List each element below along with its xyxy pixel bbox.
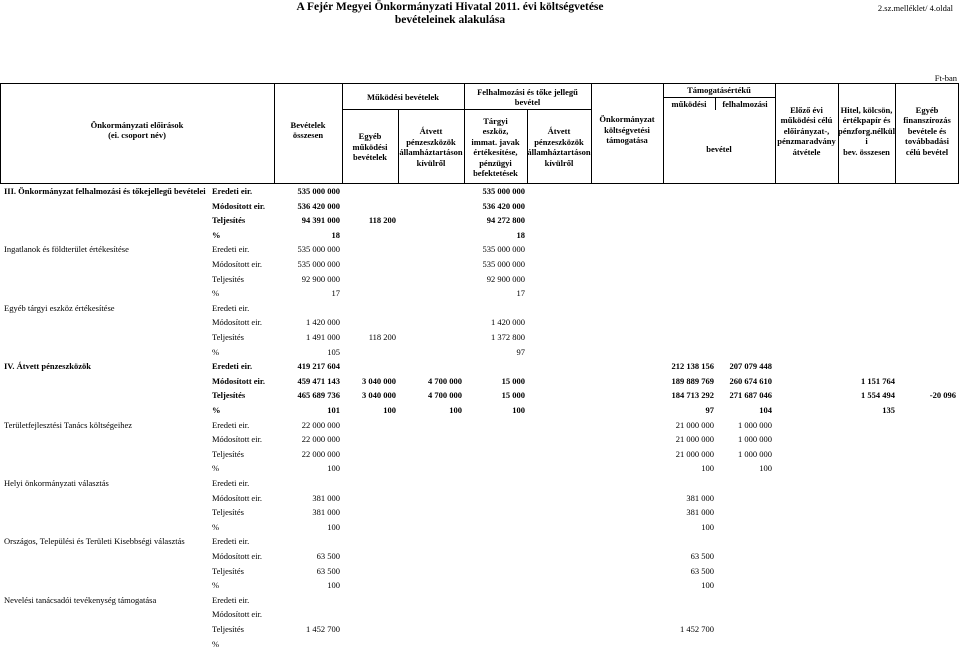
cell-total: 22 000 000 — [301, 448, 340, 459]
cell-capital-sale: 1 372 800 — [491, 332, 525, 342]
table-row — [0, 593, 959, 608]
table-row — [0, 213, 959, 228]
row-type: Teljesítés — [212, 332, 244, 342]
cell-total: 22 000 000 — [301, 434, 340, 445]
table-row — [0, 272, 959, 287]
cell-total: 381 000 — [312, 507, 340, 518]
cell-support-capital: 260 674 610 — [729, 375, 772, 386]
table-row — [0, 374, 959, 389]
cell-total: 1 420 000 — [306, 317, 340, 328]
cell-support-operating: 189 889 769 — [671, 375, 714, 386]
col-other-financing-header: Egyéb finanszírozás bevétele és továbbadási célú bevétel — [903, 104, 951, 157]
table-row — [0, 476, 959, 491]
row-type: % — [212, 405, 221, 415]
col-gov-support-header: Önkormányzat költségvetési támogatása — [599, 114, 655, 146]
table-row — [0, 388, 959, 403]
cell-support-operating: 100 — [701, 521, 714, 532]
cell-other-financing: 1 554 494 — [861, 390, 895, 401]
row-type: Módosított eir. — [212, 492, 263, 503]
row-type: Teljesítés — [212, 273, 244, 284]
table-row — [0, 534, 959, 549]
cell-total: 101 — [327, 405, 340, 415]
cell-total: 535 000 000 — [297, 259, 340, 269]
cell-support-operating: 21 000 000 — [675, 448, 714, 459]
row-name: IV. Átvett pénzeszközök — [4, 361, 91, 372]
row-type: Teljesítés — [212, 507, 244, 518]
cell-operating-other: 3 040 000 — [362, 375, 396, 386]
cell-extra: -20 096 — [929, 390, 956, 401]
col-support-operating-header: működési — [671, 98, 707, 109]
table-row — [0, 549, 959, 564]
cell-total: 465 689 736 — [297, 390, 340, 401]
cell-capital-sale: 536 420 000 — [482, 200, 525, 211]
row-name: Helyi önkormányzati választás — [4, 478, 109, 488]
row-type: % — [212, 346, 220, 357]
cell-capital-sale: 535 000 000 — [482, 244, 525, 255]
table-row — [0, 184, 959, 199]
row-name: III. Önkormányzat felhalmozási és tőkejellegű bevételei — [4, 186, 206, 196]
col-support-revenue-header: bevétel — [706, 143, 732, 154]
cell-support-operating: 100 — [701, 580, 714, 591]
cell-total: 535 000 000 — [297, 186, 340, 196]
table-row — [0, 199, 959, 214]
row-type: Eredeti eir. — [212, 594, 250, 605]
cell-other-financing: 1 151 764 — [861, 375, 895, 386]
unit-label: Ft-ban — [934, 73, 957, 83]
table-row — [0, 637, 959, 652]
col-operating-group-header: Működési bevételek — [366, 91, 439, 102]
row-type: % — [212, 229, 221, 240]
cell-capital-sale: 15 000 — [501, 375, 525, 386]
col-operating-transfer-header: Átvett pénzeszközök államháztartáson kívülről — [399, 126, 463, 168]
cell-capital-sale: 92 900 000 — [486, 273, 525, 284]
table-row — [0, 578, 959, 593]
row-type: Módosított eir. — [212, 259, 263, 269]
table-row — [0, 345, 959, 360]
row-name: Nevelési tanácsadói tevékenység támogatása — [4, 594, 157, 605]
cell-total: 459 471 143 — [297, 375, 340, 386]
row-type: Teljesítés — [212, 565, 244, 576]
cell-support-capital: 1 000 000 — [738, 419, 772, 430]
table-row — [0, 286, 959, 301]
cell-capital-sale: 94 272 800 — [486, 215, 525, 226]
cell-support-operating: 212 138 156 — [671, 361, 714, 372]
row-type: Módosított eir. — [212, 609, 263, 620]
table-row — [0, 359, 959, 374]
col-total-header: Bevételek összesen — [290, 119, 326, 140]
cell-total: 92 900 000 — [301, 273, 340, 284]
table-row — [0, 330, 959, 345]
cell-support-capital: 271 687 046 — [729, 390, 772, 401]
cell-capital-sale: 535 000 000 — [482, 259, 525, 269]
title-line-1: A Fejér Megyei Önkormányzati Hivatal 2011. évi költségvetése — [296, 1, 604, 13]
row-type: % — [212, 580, 220, 591]
table-row — [0, 257, 959, 272]
col-capital-transfer-header: Átvett pénzeszközök államháztartáson kívülről — [527, 126, 591, 168]
row-type: Eredeti eir. — [212, 536, 250, 547]
row-type: Teljesítés — [212, 215, 246, 226]
cell-total: 536 420 000 — [297, 200, 340, 211]
cell-operating-other: 3 040 000 — [362, 390, 396, 401]
col-capital-group-header: Felhalmozási és tőke jellegű bevétel — [477, 86, 578, 107]
cell-support-capital: 100 — [759, 463, 772, 474]
table-row — [0, 242, 959, 257]
row-type: Eredeti eir. — [212, 478, 250, 488]
cell-operating-other: 100 — [383, 405, 396, 415]
table-row — [0, 418, 959, 433]
cell-total: 100 — [327, 463, 340, 474]
row-type: % — [212, 521, 220, 532]
cell-total: 419 217 604 — [297, 361, 340, 372]
col-loans-header: Hitel, kölcsön, értékpapír és pénzforg.nélkül i bev. összesen — [838, 104, 895, 157]
cell-support-operating: 1 452 700 — [680, 624, 714, 634]
table-row — [0, 505, 959, 520]
row-type: Teljesítés — [212, 390, 246, 401]
cell-operating-other: 118 200 — [368, 332, 396, 342]
annex-label: 2.sz.melléklet/ 4.oldal — [877, 3, 953, 13]
table-row — [0, 491, 959, 506]
cell-support-operating: 63 500 — [690, 565, 714, 576]
row-type: % — [212, 638, 220, 649]
cell-total: 535 000 000 — [297, 244, 340, 255]
col-capital-sale-header: Tárgyi eszköz, immat. javak értékesítése, pénzügyi befektetések — [471, 115, 520, 178]
cell-total: 100 — [327, 521, 340, 532]
cell-total: 18 — [331, 229, 340, 240]
cell-total: 63 500 — [316, 551, 340, 561]
cell-support-capital: 104 — [759, 405, 772, 415]
cell-capital-sale: 18 — [516, 229, 525, 240]
cell-support-operating: 63 500 — [690, 551, 714, 561]
row-type: Módosított eir. — [212, 200, 266, 211]
cell-total: 1 491 000 — [306, 332, 340, 342]
table-row — [0, 564, 959, 579]
cell-capital-sale: 100 — [512, 405, 525, 415]
cell-support-operating: 184 713 292 — [671, 390, 714, 401]
row-type: Eredeti eir. — [212, 419, 250, 430]
cell-capital-sale: 15 000 — [501, 390, 525, 401]
col-support-capital-header: felhalmozási — [722, 98, 768, 109]
cell-operating-other: 118 200 — [368, 215, 396, 226]
col-support-group-header: Támogatásértékű — [687, 85, 751, 96]
cell-support-capital: 1 000 000 — [738, 434, 772, 445]
row-type: Eredeti eir. — [212, 244, 250, 255]
cell-total: 22 000 000 — [301, 419, 340, 430]
cell-total: 94 391 000 — [301, 215, 340, 226]
cell-total: 105 — [327, 346, 340, 357]
row-type: Módosított eir. — [212, 551, 263, 561]
col-operating-other-header: Egyéb működési bevételek — [352, 131, 388, 163]
cell-capital-sale: 97 — [516, 346, 525, 357]
cell-total: 100 — [327, 580, 340, 591]
row-name: Területfejlesztési Tanács költségeihez — [4, 419, 132, 430]
table-row — [0, 607, 959, 622]
row-name: Országos, Települési és Területi Kisebbségi választás — [4, 536, 185, 547]
table-row — [0, 403, 959, 418]
cell-total: 17 — [331, 288, 340, 299]
table-row — [0, 301, 959, 316]
cell-operating-transfer: 100 — [449, 405, 462, 415]
cell-support-capital: 1 000 000 — [738, 448, 772, 459]
cell-total: 1 452 700 — [306, 624, 340, 634]
cell-support-operating: 100 — [701, 463, 714, 474]
table-row — [0, 447, 959, 462]
table-row — [0, 432, 959, 447]
cell-capital-sale: 535 000 000 — [482, 186, 525, 196]
row-type: Módosított eir. — [212, 317, 263, 328]
cell-support-operating: 381 000 — [686, 492, 714, 503]
row-type: Módosított eir. — [212, 375, 266, 386]
row-type: Eredeti eir. — [212, 361, 253, 372]
row-type: Eredeti eir. — [212, 302, 250, 313]
table-row — [0, 622, 959, 637]
cell-support-operating: 97 — [705, 405, 714, 415]
table-row — [0, 520, 959, 535]
page-title — [0, 1, 900, 27]
cell-other-financing: 135 — [882, 405, 895, 415]
row-name: Ingatlanok és földterület értékesítése — [4, 244, 129, 255]
row-type: Teljesítés — [212, 624, 244, 634]
cell-support-operating: 21 000 000 — [675, 434, 714, 445]
cell-capital-sale: 17 — [516, 288, 525, 299]
col-prev-year-header: Előző évi működési célú előirányzat-, pénzmaradvány átvétele — [777, 104, 836, 157]
cell-support-operating: 381 000 — [686, 507, 714, 518]
cell-total: 63 500 — [316, 565, 340, 576]
cell-support-operating: 21 000 000 — [675, 419, 714, 430]
cell-total: 381 000 — [312, 492, 340, 503]
cell-capital-sale: 1 420 000 — [491, 317, 525, 328]
row-type: % — [212, 463, 220, 474]
row-type: Eredeti eir. — [212, 186, 253, 196]
title-line-2: bevételeinek alakulása — [394, 14, 506, 26]
row-type: Teljesítés — [212, 448, 244, 459]
row-type: Módosított eir. — [212, 434, 263, 445]
col-name-header: Önkormányzati előirások (ei. csoport név) — [90, 119, 184, 140]
cell-support-capital: 207 079 448 — [729, 361, 772, 372]
row-name: Egyéb tárgyi eszköz értékesítése — [4, 302, 115, 313]
table-row — [0, 461, 959, 476]
cell-operating-transfer: 4 700 000 — [428, 390, 462, 401]
cell-operating-transfer: 4 700 000 — [428, 375, 462, 386]
table-row — [0, 228, 959, 243]
row-type: % — [212, 288, 220, 299]
table-row — [0, 315, 959, 330]
